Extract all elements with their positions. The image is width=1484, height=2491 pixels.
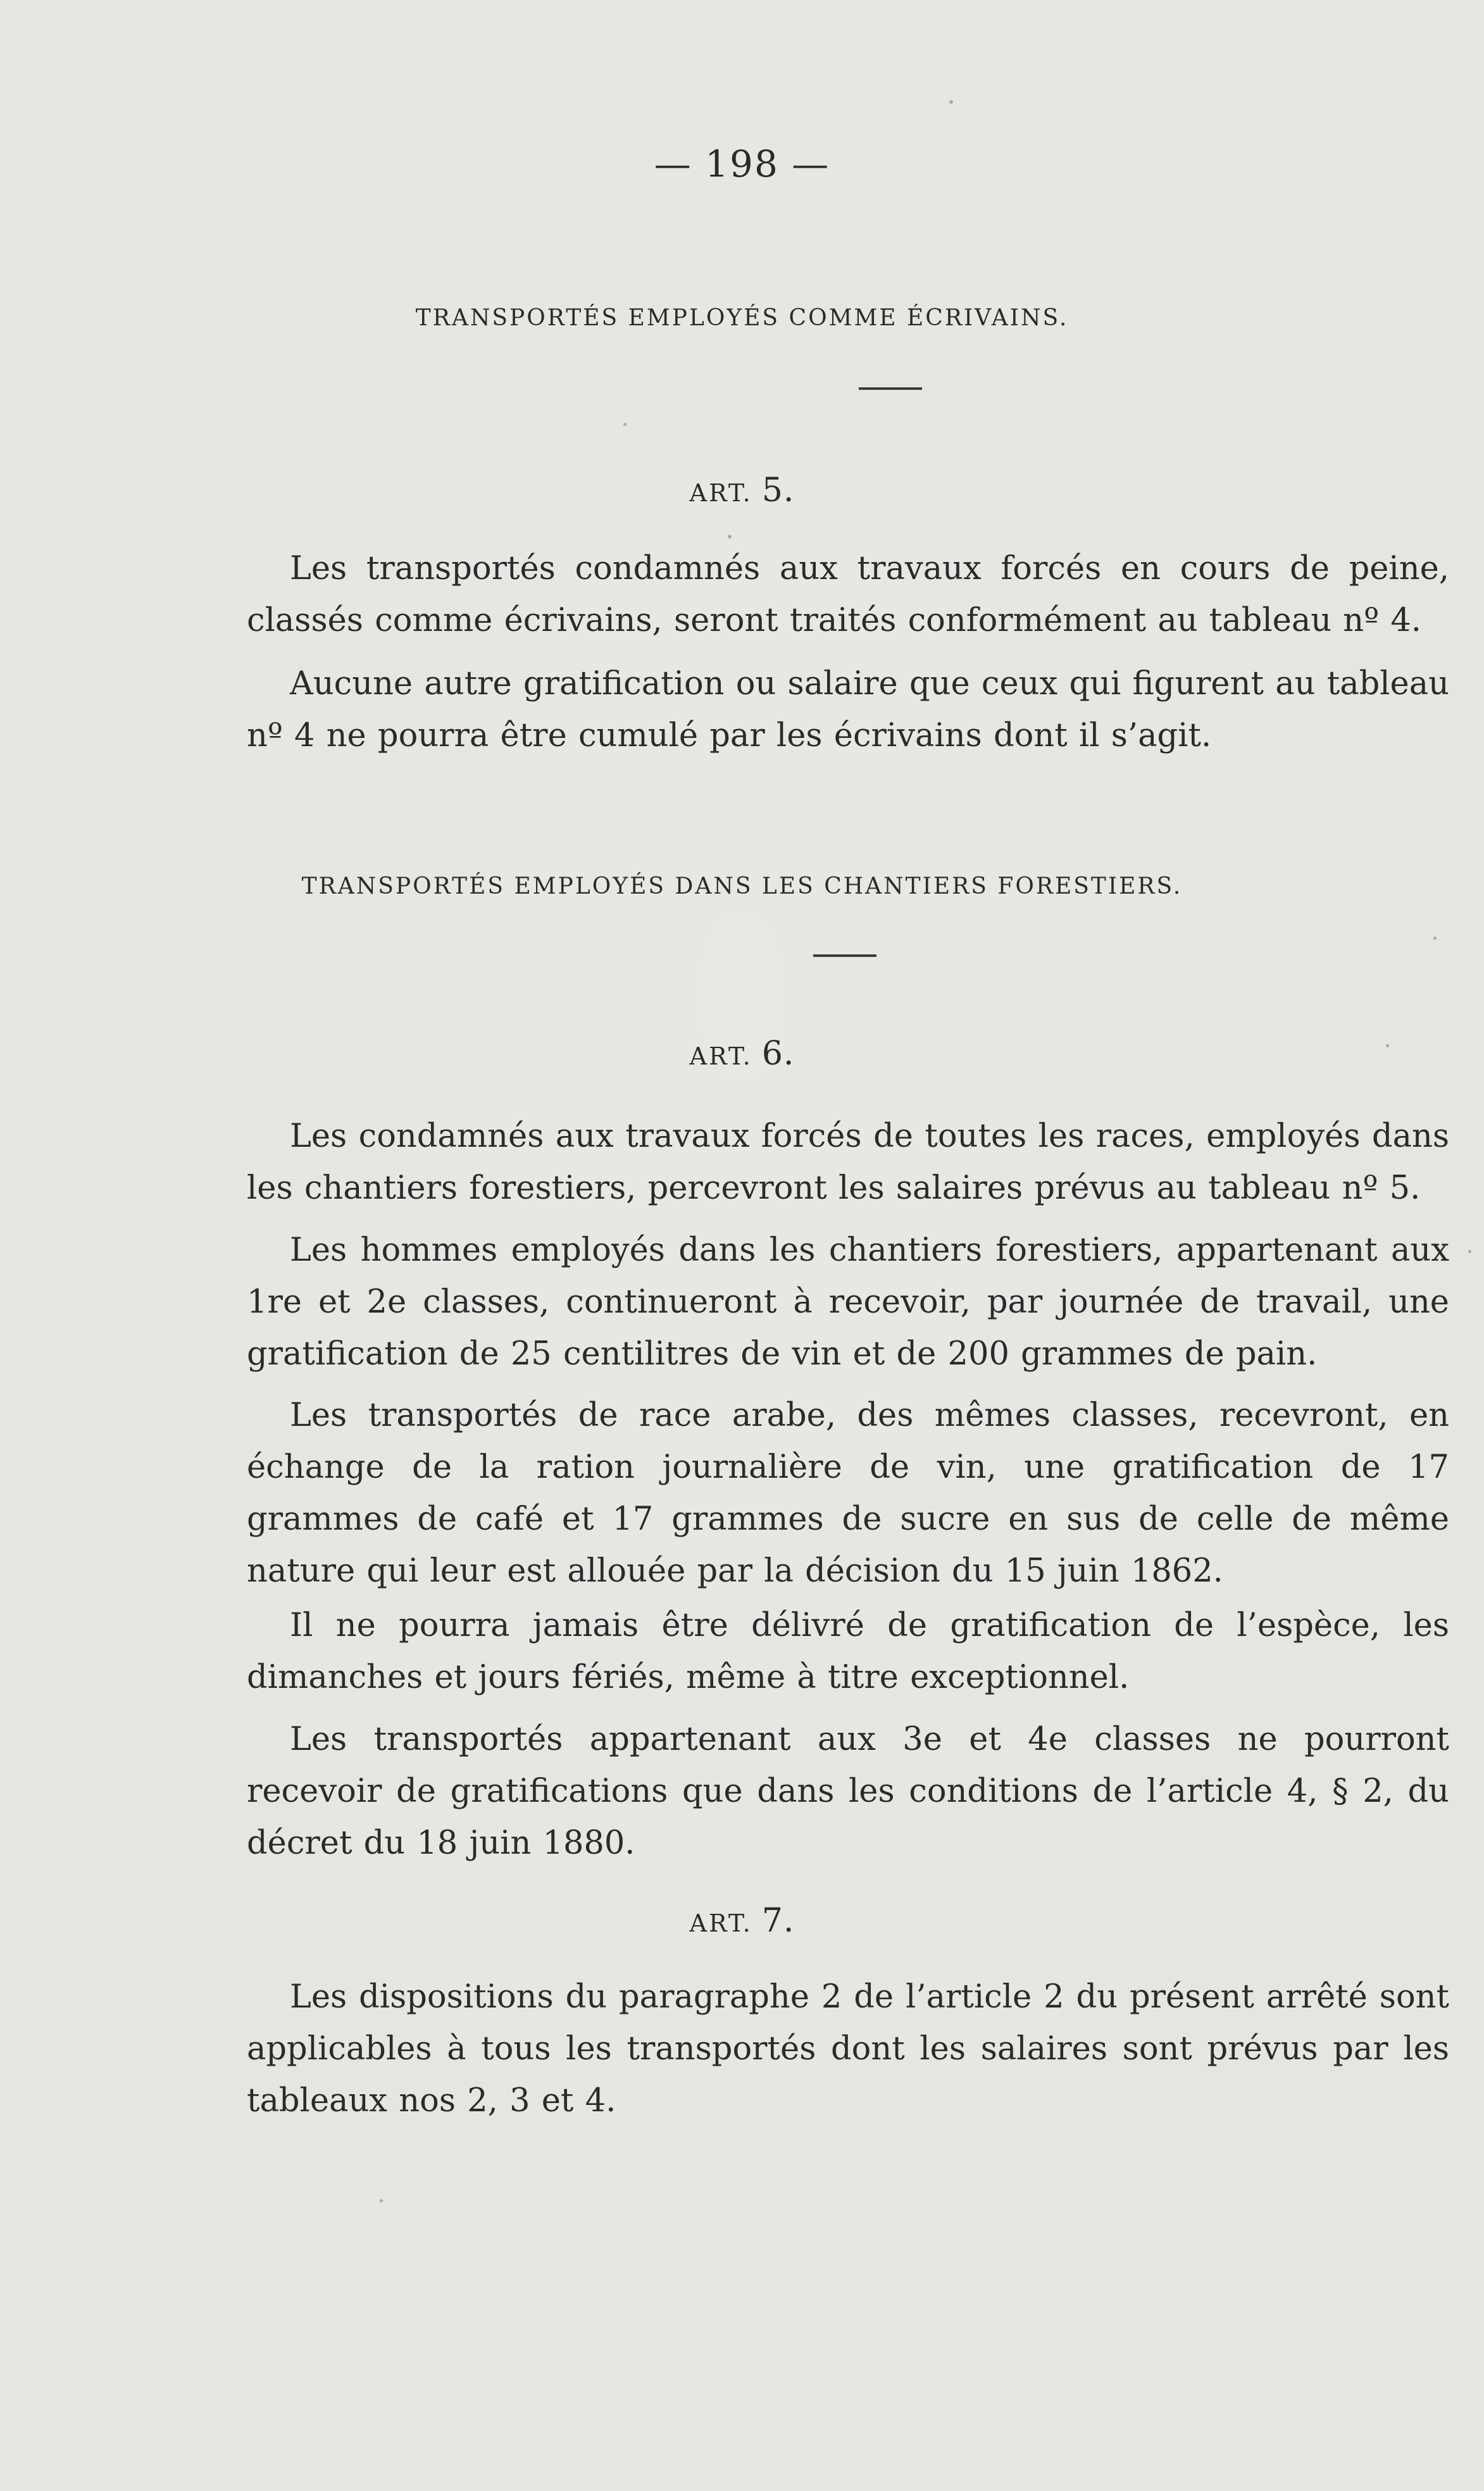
article-6-paragraph-5 [247, 1714, 1449, 1870]
paragraph-text: Les transportés appartenant aux 3e et 4e classes ne pourront recevoir de gratifications que dans les conditions de l’article 4, § 2, du décret du 18 juin 1880. [247, 1721, 1449, 1862]
paper-speck [728, 535, 732, 539]
article-label: ART. [689, 1042, 752, 1070]
article-7-heading [0, 1902, 1484, 1940]
paper-speck [1433, 937, 1437, 940]
section-heading-forestiers: TRANSPORTÉS EMPLOYÉS DANS LES CHANTIERS FORESTIERS. [301, 873, 1183, 899]
paragraph-text: Il ne pourra jamais être délivré de gratification de l’espèce, les dimanches et jours fériés, même à titre exceptionnel. [247, 1607, 1449, 1696]
article-6-paragraph-1 [247, 1111, 1449, 1214]
article-number: 6. [761, 1035, 795, 1073]
article-number: 7. [761, 1902, 795, 1940]
article-5-heading [0, 471, 1484, 509]
section-divider [859, 387, 922, 390]
paragraph-text: Les hommes employés dans les chantiers forestiers, appartenant aux 1re et 2e classes, continueront à recevoir, par journée de travail, une gratification de 25 centilitres de vin et de 200 grammes de pain. [247, 1232, 1449, 1373]
article-5-paragraph-2 [247, 658, 1449, 762]
paragraph-text: Les transportés de race arabe, des mêmes classes, recevront, en échange de la ration journalière de vin, une gratification de 17 grammes de café et 17 grammes de sucre en sus de celle de même nature qui leur est allouée par la décision du 15 juin 1862. [247, 1397, 1449, 1590]
article-label: ART. [689, 479, 752, 507]
paper-speck [623, 423, 627, 426]
paragraph-text: Aucune autre gratification ou salaire que ceux qui figurent au tableau nº 4 ne pourra être cumulé par les écrivains dont il s’agit. [247, 665, 1449, 754]
page-number: — 198 — [654, 142, 830, 185]
article-7-paragraph-1 [247, 1971, 1449, 2127]
paper-speck [1468, 1250, 1471, 1253]
article-number: 5. [761, 471, 795, 509]
section-divider [813, 954, 876, 957]
article-6-paragraph-2 [247, 1225, 1449, 1380]
paragraph-text: Les transportés condamnés aux travaux forcés en cours de peine, classés comme écrivains, seront traités conformément au tableau nº 4. [247, 550, 1449, 639]
article-6-paragraph-4 [247, 1600, 1449, 1704]
paragraph-text: Les dispositions du paragraphe 2 de l’article 2 du présent arrêté sont applicables à tous les transportés dont les salaires sont prévus par les tableaux nos 2, 3 et 4. [247, 1978, 1449, 2120]
article-6-paragraph-3 [247, 1390, 1449, 1597]
paper-speck [1386, 1044, 1389, 1047]
paper-speck [949, 100, 953, 104]
article-6-heading [0, 1035, 1484, 1073]
article-label: ART. [689, 1909, 752, 1937]
paper-speck [380, 2199, 383, 2202]
paragraph-text: Les condamnés aux travaux forcés de toutes les races, employés dans les chantiers forestiers, percevront les salaires prévus au tableau nº 5. [247, 1118, 1449, 1207]
article-5-paragraph-1 [247, 543, 1449, 647]
section-heading-ecrivains: TRANSPORTÉS EMPLOYÉS COMME ÉCRIVAINS. [415, 305, 1069, 331]
